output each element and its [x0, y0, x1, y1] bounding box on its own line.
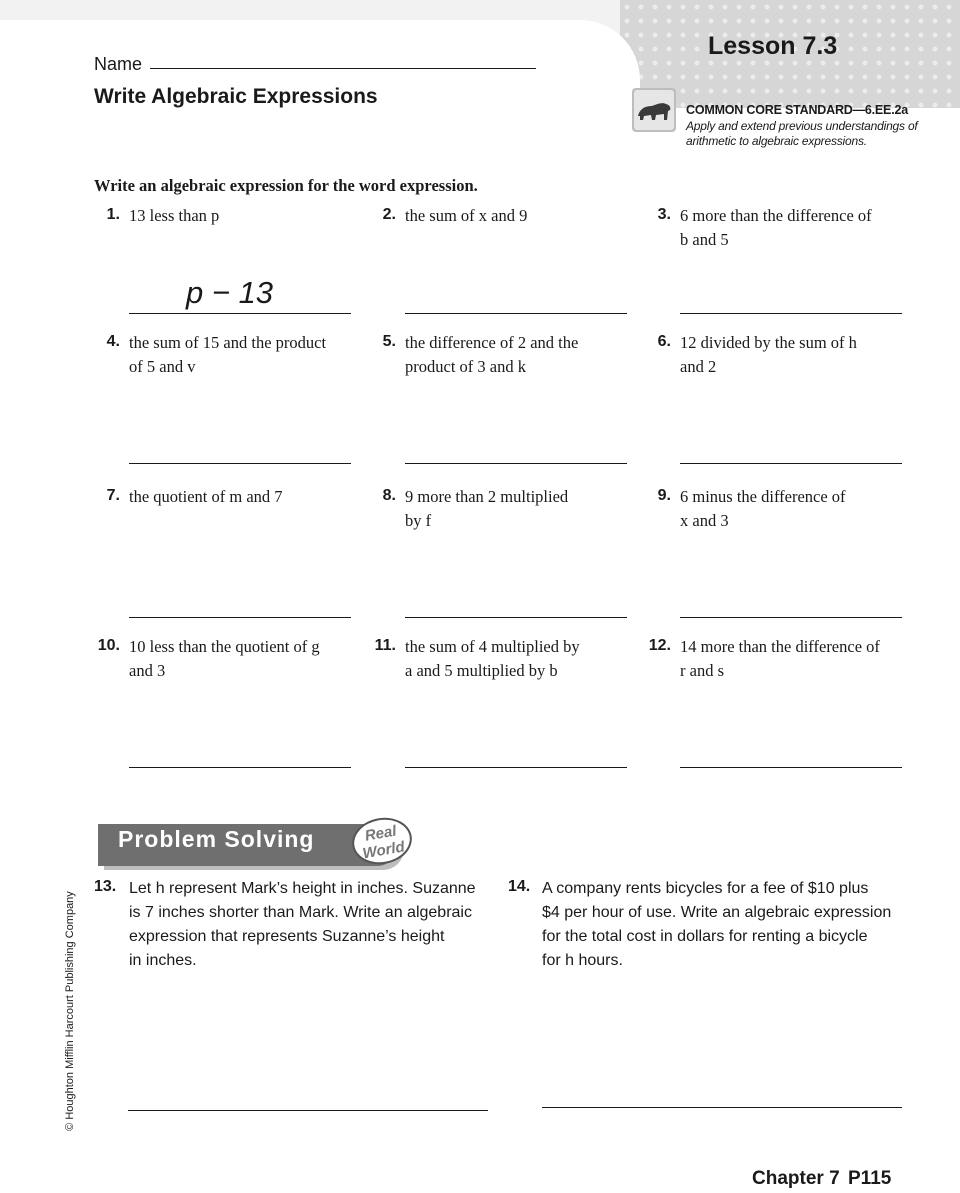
question-text-line1: the sum of 4 multiplied by	[405, 637, 580, 656]
real-world-badge	[348, 813, 415, 869]
question-text-line2: and 3	[129, 661, 166, 680]
q14-line: for the total cost in dollars for renting a bicycle	[542, 928, 868, 945]
question-13-text	[129, 877, 476, 973]
answer-line[interactable]	[680, 617, 902, 618]
problem-solving-label: Problem Solving	[118, 826, 315, 852]
question-14-number: 14.	[508, 878, 531, 895]
q13-line: expression that represents Suzanne’s height	[129, 928, 445, 945]
question-text	[129, 635, 353, 683]
answer-line[interactable]	[129, 463, 351, 464]
bear-icon	[632, 88, 676, 132]
question-number: 5.	[382, 333, 396, 350]
question-text	[680, 485, 904, 533]
lesson-number: 7.3	[802, 32, 838, 60]
question-text	[129, 204, 353, 252]
answer-line-14[interactable]	[542, 1107, 902, 1108]
q13-line: Let h represent Mark’s height in inches. Suzanne	[129, 880, 476, 897]
question-number: 7.	[106, 487, 120, 504]
question-text	[405, 331, 629, 379]
question-number: 11.	[374, 637, 396, 654]
question-14-text	[542, 877, 891, 973]
question-text-line1: 10 less than the quotient of g	[129, 637, 320, 656]
lesson-title: Write Algebraic Expressions	[94, 85, 378, 108]
copyright-notice: © Houghton Mifflin Harcourt Publishing Company	[64, 891, 76, 1131]
question-number: 1.	[106, 206, 120, 223]
answer-line[interactable]	[129, 617, 351, 618]
question-text-line1: 14 more than the difference of	[680, 637, 880, 656]
question-text-line1: the quotient of m and 7	[129, 487, 283, 506]
badge-line1: Real	[363, 822, 398, 845]
question-text-line1: 12 divided by the sum of h	[680, 333, 857, 352]
answer-line[interactable]	[405, 313, 627, 314]
answer-line[interactable]	[129, 313, 351, 314]
question-text-line2	[129, 228, 353, 252]
name-label: Name	[94, 54, 143, 74]
question-text-line2	[129, 509, 353, 533]
answer-line[interactable]	[680, 767, 902, 768]
question-text-line1: the sum of 15 and the product	[129, 333, 327, 352]
question-text	[680, 635, 904, 683]
question-text-line2: of 5 and v	[129, 357, 196, 376]
q14-line: $4 per hour of use. Write an algebraic expression	[542, 904, 892, 921]
answer-line[interactable]	[129, 767, 351, 768]
question-number: 2.	[382, 206, 396, 223]
question-number: 10.	[97, 637, 120, 654]
header-white-tab	[0, 20, 640, 140]
q13-line: is 7 inches shorter than Mark. Write an algebraic	[129, 904, 472, 921]
badge-line2: World	[361, 838, 406, 863]
name-field[interactable]	[150, 68, 536, 69]
standard-description-line2: arithmetic to algebraic expressions.	[686, 134, 867, 148]
answer-line[interactable]	[680, 313, 902, 314]
answer-line-13[interactable]	[128, 1110, 488, 1111]
question-text-line1: 6 more than the difference of	[680, 206, 872, 225]
answer-line[interactable]	[405, 767, 627, 768]
question-text-line2: product of 3 and k	[405, 357, 526, 376]
answer-line[interactable]	[405, 463, 627, 464]
question-text-line2: a and 5 multiplied by b	[405, 661, 558, 680]
question-text-line1: the difference of 2 and the	[405, 333, 579, 352]
question-text-line1: 13 less than p	[129, 206, 220, 225]
answer-line[interactable]	[405, 617, 627, 618]
question-text	[405, 204, 629, 252]
question-text	[680, 331, 904, 379]
standard-description-line1: Apply and extend previous understandings of	[686, 119, 918, 133]
question-text	[129, 331, 353, 379]
question-text-line1: 9 more than 2 multiplied	[405, 487, 569, 506]
question-text	[405, 635, 629, 683]
handwritten-answer: p − 13	[186, 275, 274, 310]
question-text-line2	[405, 228, 629, 252]
footer-chapter: Chapter 7	[752, 1168, 840, 1189]
standard-title: COMMON CORE STANDARD—6.EE.2a	[686, 103, 908, 117]
question-number: 8.	[382, 487, 396, 504]
question-text-line2: x and 3	[680, 511, 729, 530]
lesson-heading	[708, 32, 837, 61]
question-text-line1: the sum of x and 9	[405, 206, 528, 225]
instructions: Write an algebraic expression for the word expression.	[94, 176, 478, 195]
question-text-line2: and 2	[680, 357, 717, 376]
question-text-line2: r and s	[680, 661, 724, 680]
lesson-label: Lesson	[708, 32, 796, 60]
q14-line: A company rents bicycles for a fee of $10 plus	[542, 880, 869, 897]
question-number: 9.	[657, 487, 671, 504]
answer-line[interactable]	[680, 463, 902, 464]
q14-line: for h hours.	[542, 952, 623, 969]
question-number: 12.	[648, 637, 671, 654]
question-number: 3.	[657, 206, 671, 223]
question-number: 4.	[106, 333, 120, 350]
question-text-line2: b and 5	[680, 230, 729, 249]
question-13-number: 13.	[94, 878, 117, 895]
question-text	[129, 485, 353, 533]
question-number: 6.	[657, 333, 671, 350]
question-text-line2: by f	[405, 511, 432, 530]
question-text	[405, 485, 629, 533]
question-text	[680, 204, 904, 252]
question-text-line1: 6 minus the difference of	[680, 487, 846, 506]
footer-page-number: P115	[848, 1168, 892, 1189]
q13-line: in inches.	[129, 952, 197, 969]
